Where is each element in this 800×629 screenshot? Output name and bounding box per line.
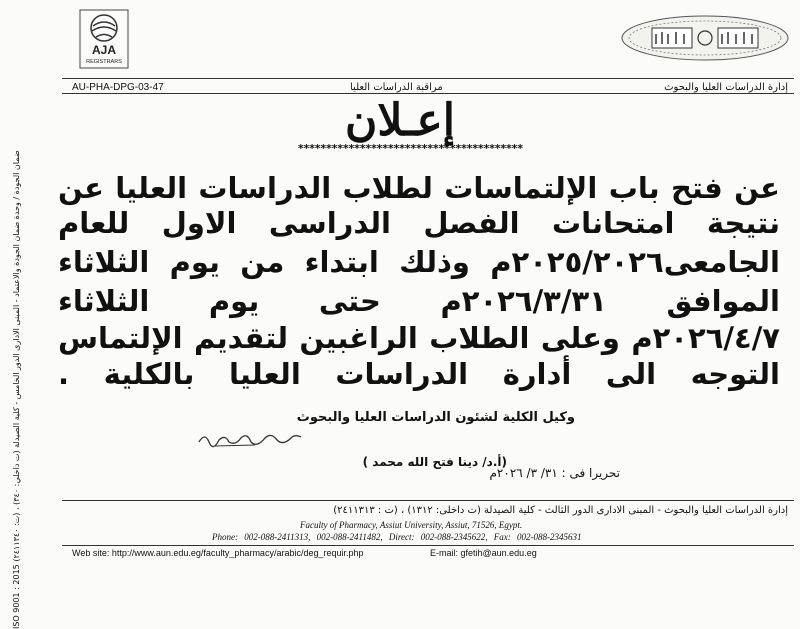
- handwritten-signature: [195, 428, 305, 450]
- unit-name: مراقبة الدراسات العليا: [350, 82, 443, 93]
- body-line: الموافق ٢٠٢٦/٣/٣١م حتى يوم الثلاثاء: [58, 284, 780, 318]
- body-line: نتيجة امتحانات الفصل الدراسى الاول للعام: [58, 206, 780, 240]
- footer-divider-bottom: [62, 545, 794, 546]
- aja-logo-subtext: REGISTRARS: [86, 59, 122, 65]
- body-line: التوجه الى أدارة الدراسات العليا بالكلية .: [58, 357, 780, 391]
- separator-stars: ****************************************: [297, 142, 523, 155]
- university-logo: [620, 14, 790, 62]
- footer-website: Web site: http://www.aun.edu.eg/faculty_pharmacy/arabic/deg_requir.php: [72, 548, 364, 558]
- department-name: إدارة الدراسات العليا والبحوث: [664, 82, 788, 93]
- header-divider-top: [62, 78, 794, 79]
- footer-phone-line: Phone: 002-088-2411313, 002-088-2411482, Direct: 002-088-2345622, Fax: 002-088-2345631: [212, 532, 582, 542]
- header-divider-bottom: [62, 93, 794, 94]
- body-line: ٢٠٢٦/٤/٧م وعلى الطلاب الراغبين لتقديم الإلتماس: [58, 321, 780, 355]
- footer-email: E-mail: gfetih@aun.edu.eg: [430, 548, 537, 558]
- aja-registrars-logo: [78, 8, 130, 70]
- issue-date: تحريرا فى : ٣١/ ٣/ ٢٠٢٦م: [489, 466, 620, 480]
- footer-arabic-address: إدارة الدراسات العليا والبحوث - المبنى الادارى الدور الثالث - كلية الصيدلة (ت داخلى: ١٣١٢) ، (ت : ٢٤١١٣١٣): [333, 505, 788, 516]
- document-code: AU-PHA-DPG-03-47: [72, 82, 164, 93]
- footer-address-en: Faculty of Pharmacy, Assiut University, Assiut, 71526, Egypt.: [300, 520, 523, 530]
- body-line: الجامعى٢٠٢٥/٢٠٢٦م وذلك ابتداء من يوم الثلاثاء: [58, 245, 780, 279]
- body-line: عن فتح باب الإلتماسات لطلاب الدراسات العليا عن: [58, 171, 780, 205]
- aja-logo-text: AJA: [91, 43, 117, 57]
- announcement-title: إعـلان: [345, 95, 455, 146]
- signatory-name: (أ.د/ دينا فتح الله محمد ): [362, 455, 507, 469]
- footer-divider-top: [62, 500, 794, 501]
- signatory-title: وكيل الكلية لشئون الدراسات العليا والبحوث: [296, 410, 575, 425]
- side-margin-text: ضمان الجودة / وحدة ضمان الجودة والاعتماد - المبنى الادارى الدور الخامس - كلية الصيدلة (ت داخلي: ٣٤٠) ، (ت: ٢٤١١٣٤٠) ISO 9001 : 2015: [12, 150, 21, 629]
